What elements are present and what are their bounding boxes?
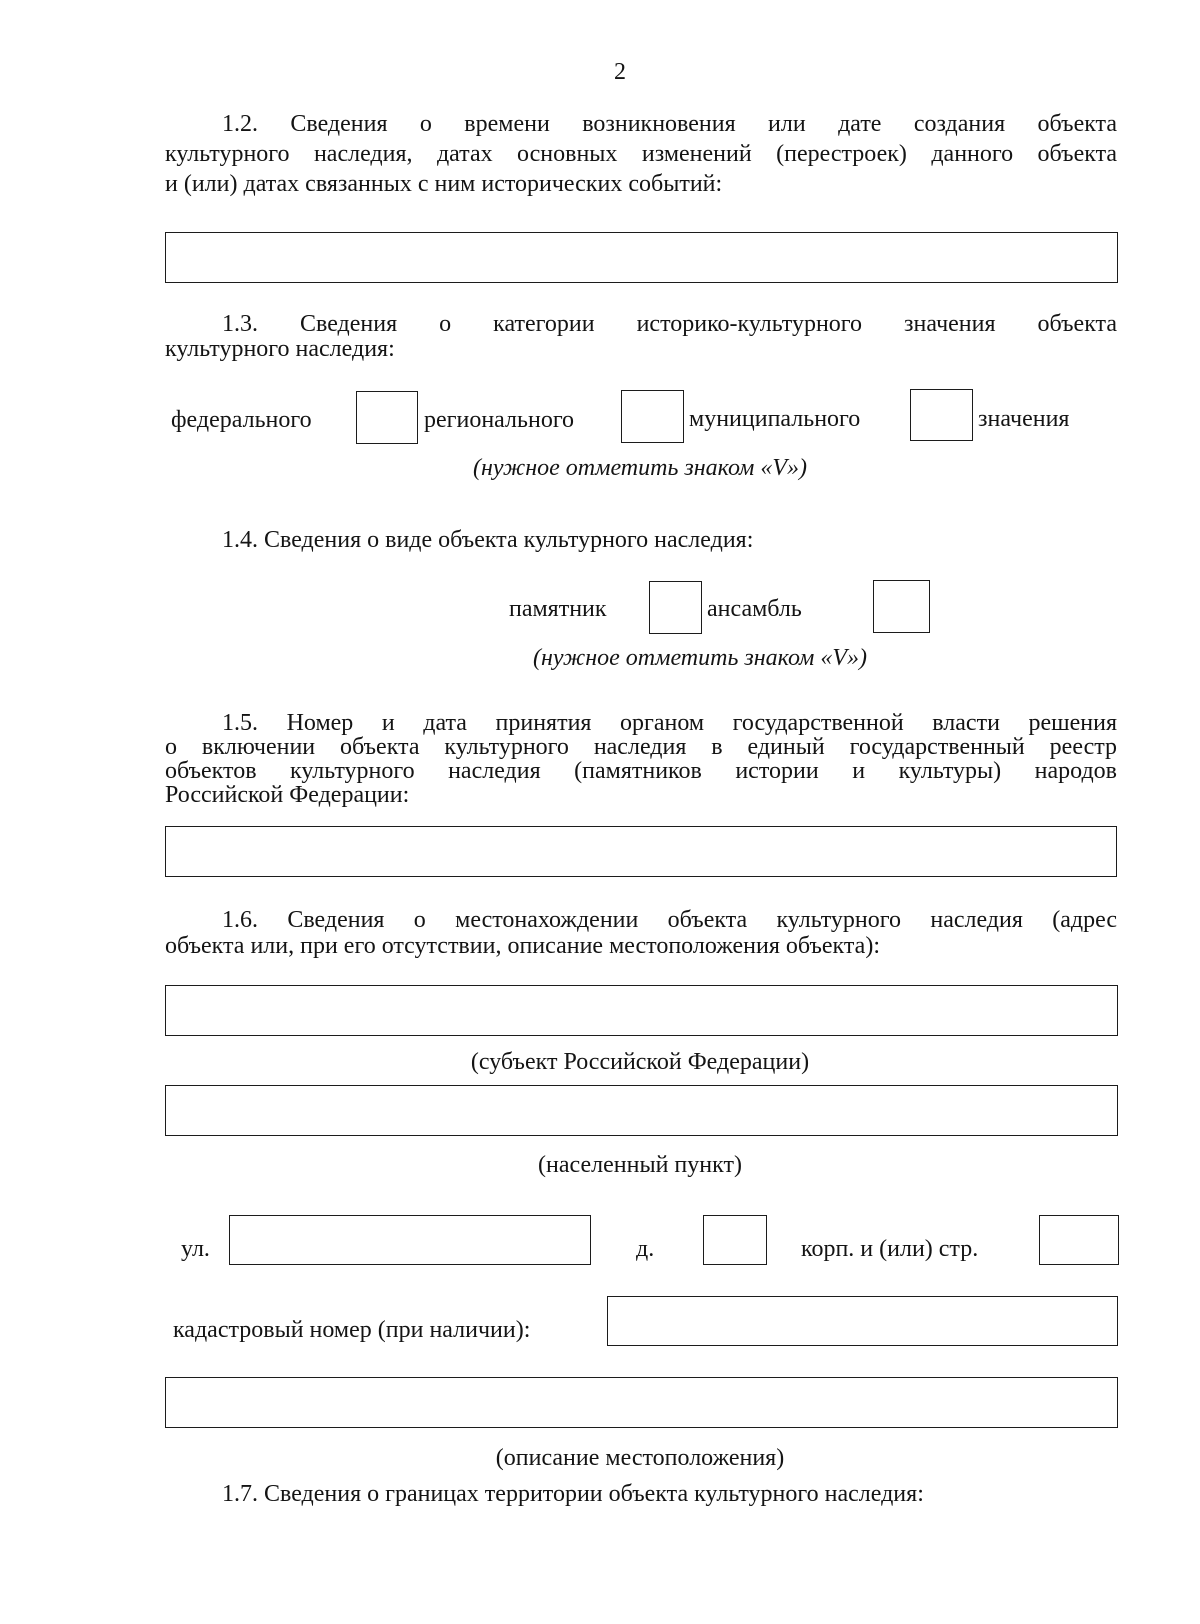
section-1-6-line-2: объекта или, при его отсутствии, описание местоположения объекта):: [165, 933, 880, 959]
date-info-field[interactable]: [165, 232, 1118, 283]
street-field[interactable]: [229, 1215, 591, 1265]
section-1-5-line-3: объектов культурного наследия (памятников истории и культуры) народов: [165, 758, 1117, 784]
monument-label: памятник: [509, 596, 607, 622]
section-1-4-heading: 1.4. Сведения о виде объекта культурного наследия:: [222, 527, 754, 553]
settlement-field[interactable]: [165, 1085, 1118, 1136]
section-1-5-line-2: о включении объекта культурного наследия в единый государственный реестр: [165, 734, 1117, 760]
registry-decision-field[interactable]: [165, 826, 1117, 877]
type-note: (нужное отметить знаком «V»): [532, 645, 868, 671]
street-label: ул.: [181, 1236, 210, 1262]
section-1-5-line-1: 1.5. Номер и дата принятия органом государственной власти решения: [222, 710, 1117, 736]
category-note: (нужное отметить знаком «V»): [472, 455, 808, 481]
building-label: корп. и (или) стр.: [801, 1236, 979, 1262]
house-label: д.: [636, 1236, 655, 1262]
section-1-6-line-1: 1.6. Сведения о местонахождении объекта культурного наследия (адрес: [222, 907, 1117, 933]
section-1-2-line-1: 1.2. Сведения о времени возникновения или дате создания объекта: [222, 111, 1117, 137]
section-1-2-line-2: культурного наследия, датах основных изменений (перестроек) данного объекта: [165, 141, 1117, 167]
settlement-caption: (населенный пункт): [538, 1152, 742, 1178]
subject-field[interactable]: [165, 985, 1118, 1036]
location-caption: (описание местоположения): [495, 1445, 785, 1471]
house-field[interactable]: [703, 1215, 767, 1265]
section-1-7-heading: 1.7. Сведения о границах территории объекта культурного наследия:: [222, 1481, 924, 1507]
location-description-field[interactable]: [165, 1377, 1118, 1428]
federal-label: федерального: [171, 407, 312, 433]
cadastral-field[interactable]: [607, 1296, 1118, 1346]
significance-suffix: значения: [978, 406, 1070, 432]
subject-caption: (субъект Российской Федерации): [470, 1049, 810, 1075]
regional-label: регионального: [424, 407, 575, 433]
monument-checkbox[interactable]: [649, 581, 702, 634]
section-1-3-line-2: культурного наследия:: [165, 336, 395, 362]
page-number: 2: [614, 59, 626, 85]
federal-checkbox[interactable]: [356, 391, 418, 444]
regional-checkbox[interactable]: [621, 390, 684, 443]
section-1-3-line-1: 1.3. Сведения о категории историко-культурного значения объекта: [222, 311, 1117, 337]
ensemble-checkbox[interactable]: [873, 580, 930, 633]
cadastral-label: кадастровый номер (при наличии):: [173, 1317, 531, 1343]
building-field[interactable]: [1039, 1215, 1119, 1265]
section-1-2-line-3: и (или) датах связанных с ним исторических событий:: [165, 171, 723, 197]
municipal-label: муниципального: [689, 406, 861, 432]
municipal-checkbox[interactable]: [910, 389, 973, 441]
section-1-5-line-4: Российской Федерации:: [165, 782, 410, 808]
ensemble-label: ансамбль: [707, 596, 802, 622]
